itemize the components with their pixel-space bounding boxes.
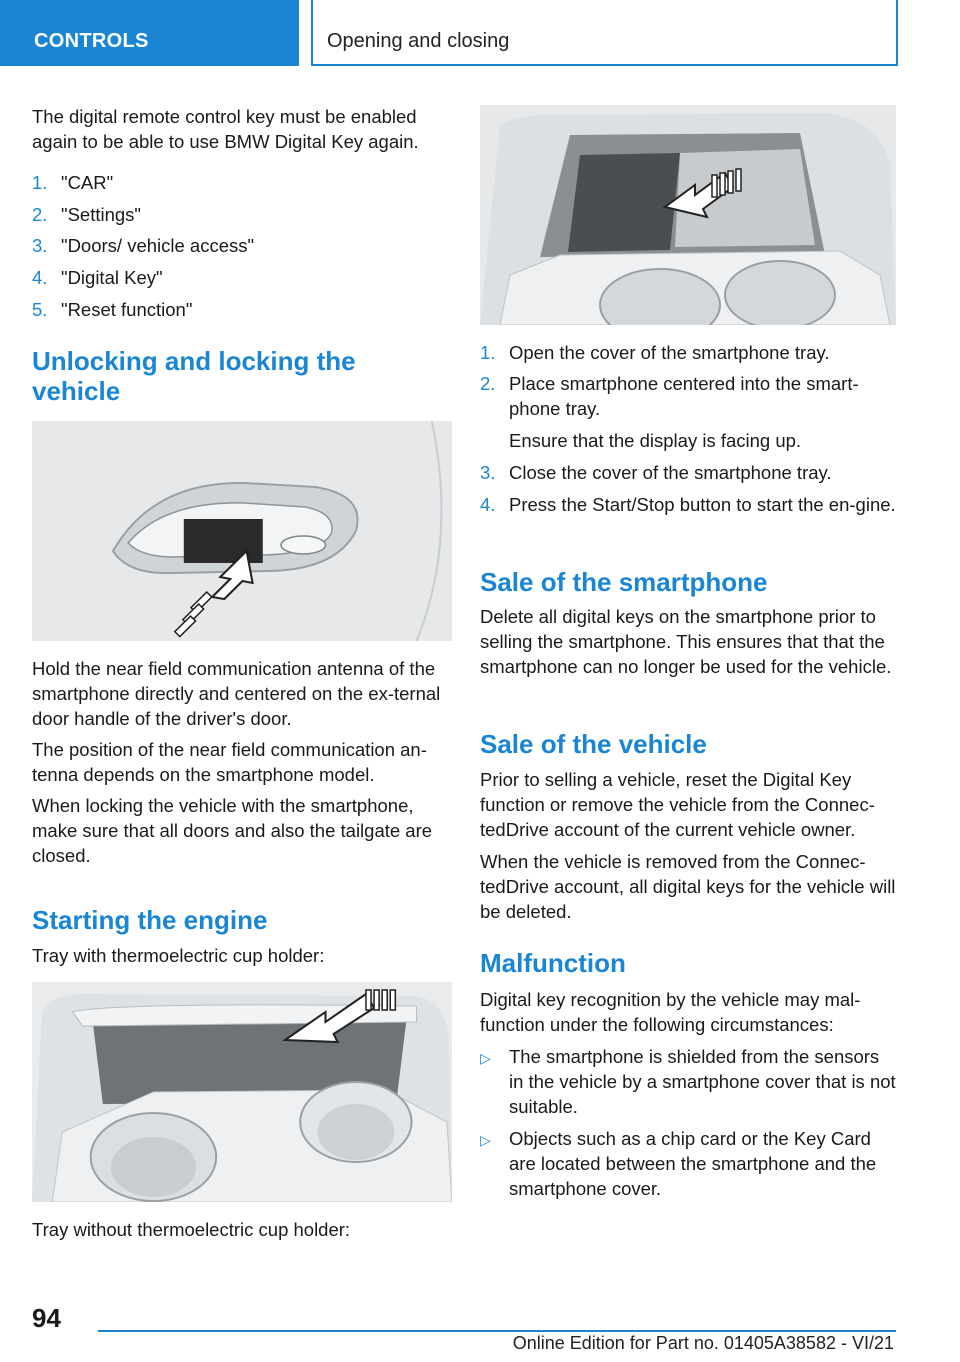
sale-vehicle-paragraph-2: When the vehicle is removed from the Connec-tedDrive account, all digital keys for the vehicle will be deleted.	[480, 851, 896, 922]
door-handle-drawing	[32, 421, 452, 641]
tray-with-cupholder-drawing	[32, 982, 452, 1202]
tray-with-cupholder-illustration	[32, 982, 452, 1202]
tray-without-cupholder-drawing	[480, 105, 896, 325]
triangle-bullet-icon: ▷	[480, 1050, 491, 1066]
unlock-paragraph-3: When locking the vehicle with the smartphone, make sure that all doors and also the tailgate are closed.	[32, 795, 433, 866]
intro-paragraph: The digital remote control key must be enabled again to be able to use BMW Digital Key again.	[32, 106, 419, 152]
tray-without-cupholder-illustration	[480, 105, 896, 325]
page-number: 94	[32, 1303, 61, 1333]
footer-divider	[98, 1330, 896, 1332]
heading-sale-smartphone: Sale of the smartphone	[480, 567, 768, 597]
section-tab	[0, 0, 299, 66]
heading-unlocking-2: vehicle	[32, 376, 121, 406]
sale-vehicle-paragraph-1: Prior to selling a vehicle, reset the Digital Key function or remove the vehicle from the Connec-tedDrive account of the current vehicle owner.	[480, 769, 875, 840]
heading-malfunction: Malfunction	[480, 948, 626, 978]
malfunction-paragraph: Digital key recognition by the vehicle may mal-function under the following circumstances:	[480, 989, 861, 1035]
section-title: CONTROLS	[34, 30, 149, 52]
tray-with-label: Tray with thermoelectric cup holder:	[32, 945, 325, 966]
unlock-paragraph-2: The position of the near field communication an-tenna depends on the smartphone model.	[32, 739, 427, 785]
triangle-bullet-icon: ▷	[480, 1132, 491, 1148]
heading-starting-engine: Starting the engine	[32, 905, 268, 935]
chapter-tab	[311, 0, 898, 66]
sale-smartphone-paragraph: Delete all digital keys on the smartphone prior to selling the smartphone. This ensures that that the smartphone can no longer be used for the vehicle.	[480, 606, 892, 677]
unlock-paragraph-1: Hold the near field communication antenna of the smartphone directly and centered on the ex-ternal door handle of the driver's door.	[32, 658, 441, 729]
heading-sale-vehicle: Sale of the vehicle	[480, 729, 707, 759]
tray-without-label: Tray without thermoelectric cup holder:	[32, 1219, 351, 1240]
heading-unlocking-1: Unlocking and locking the	[32, 346, 356, 376]
door-handle-illustration	[32, 421, 452, 641]
edition-note: Online Edition for Part no. 01405A38582 - VI/21	[512, 1333, 894, 1353]
chapter-title: Opening and closing	[327, 30, 510, 52]
